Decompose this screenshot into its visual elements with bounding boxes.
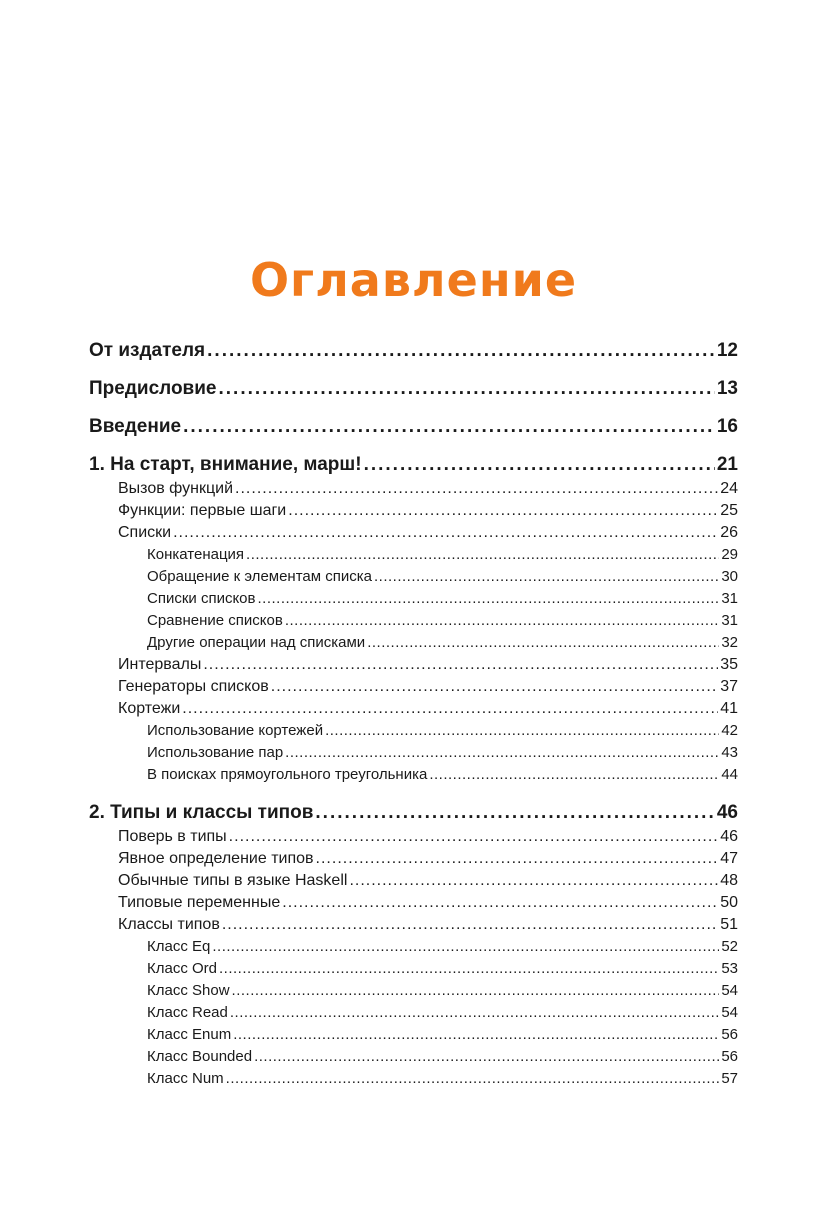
dot-leader bbox=[364, 454, 715, 476]
toc-entry-label: Класс Ord bbox=[147, 960, 218, 977]
toc-section[interactable] bbox=[89, 676, 738, 698]
toc-subsection[interactable] bbox=[89, 980, 738, 1002]
toc-entry-page: 35 bbox=[720, 656, 738, 673]
toc-entry-label: Класс Bounded bbox=[147, 1048, 253, 1065]
toc-subsection[interactable] bbox=[89, 1024, 738, 1046]
toc-entry-label: Класс Enum bbox=[147, 1026, 232, 1043]
toc-entry-page: 54 bbox=[721, 982, 738, 999]
toc-entry-page: 44 bbox=[721, 766, 738, 783]
toc-subsection[interactable] bbox=[89, 1046, 738, 1068]
dot-leader bbox=[316, 848, 719, 870]
dot-leader bbox=[233, 1024, 719, 1046]
toc-entry-page: 12 bbox=[716, 340, 738, 361]
dot-leader bbox=[246, 544, 719, 566]
toc-entry-label: В поисках прямоугольного треугольника bbox=[147, 766, 428, 783]
toc-subsection[interactable] bbox=[89, 566, 738, 588]
toc-entry-page: 42 bbox=[721, 722, 738, 739]
dot-leader bbox=[222, 914, 718, 936]
toc-subsection[interactable] bbox=[89, 742, 738, 764]
toc-entry-page: 26 bbox=[720, 524, 738, 541]
toc-entry-page: 47 bbox=[720, 850, 738, 867]
toc-entry-label: Списки bbox=[118, 524, 172, 541]
toc-entry-label: Кортежи bbox=[118, 700, 181, 717]
toc-entry-label: Предисловие bbox=[89, 378, 217, 399]
toc-section[interactable] bbox=[89, 654, 738, 676]
toc-entry-label: Поверь в типы bbox=[118, 828, 227, 845]
toc-entry-label: Вызов функций bbox=[118, 480, 234, 497]
toc-chapter-1[interactable] bbox=[89, 454, 738, 476]
toc-entry-page: 46 bbox=[720, 828, 738, 845]
toc-entry-page: 31 bbox=[721, 590, 738, 607]
dot-leader bbox=[367, 632, 719, 654]
toc-entry-introduction[interactable] bbox=[89, 416, 738, 438]
toc-section[interactable] bbox=[89, 870, 738, 892]
dot-leader bbox=[226, 1068, 720, 1090]
dot-leader bbox=[285, 610, 719, 632]
toc-entry-label: Обращение к элементам списка bbox=[147, 568, 372, 585]
toc-subsection[interactable] bbox=[89, 544, 738, 566]
toc-entry-label: Сравнение списков bbox=[147, 612, 283, 629]
dot-leader bbox=[229, 826, 719, 848]
toc-entry-page: 50 bbox=[720, 894, 738, 911]
toc-entry-label: Функции: первые шаги bbox=[118, 502, 287, 519]
dot-leader bbox=[374, 566, 719, 588]
toc-entry-label: Интервалы bbox=[118, 656, 202, 673]
toc-section[interactable] bbox=[89, 478, 738, 500]
toc-subsection[interactable] bbox=[89, 720, 738, 742]
dot-leader bbox=[203, 654, 718, 676]
dot-leader bbox=[285, 742, 719, 764]
toc-section[interactable] bbox=[89, 914, 738, 936]
toc-entry-label: Класс Read bbox=[147, 1004, 228, 1021]
toc-entry-label: Классы типов bbox=[118, 916, 220, 933]
toc-entry-preface[interactable] bbox=[89, 378, 738, 400]
toc-entry-page: 31 bbox=[721, 612, 738, 629]
toc-entry-page: 16 bbox=[716, 416, 738, 437]
toc-entry-label: Введение bbox=[89, 416, 182, 437]
dot-leader bbox=[219, 958, 719, 980]
toc-subsection[interactable] bbox=[89, 764, 738, 786]
toc-entry-label: Класс Num bbox=[147, 1070, 224, 1087]
toc-entry-publisher[interactable] bbox=[89, 340, 738, 362]
toc-entry-page: 25 bbox=[720, 502, 738, 519]
dot-leader bbox=[315, 802, 714, 824]
dot-leader bbox=[325, 720, 719, 742]
dot-leader bbox=[254, 1046, 719, 1068]
dot-leader bbox=[282, 892, 718, 914]
toc-entry-label: 1. На старт, внимание, марш! bbox=[89, 454, 362, 475]
page-title: Оглавление bbox=[249, 253, 578, 307]
dot-leader bbox=[230, 1002, 719, 1024]
toc-entry-label: Конкатенация bbox=[147, 546, 245, 563]
toc-subsection[interactable] bbox=[89, 958, 738, 980]
toc-entry-label: Использование кортежей bbox=[147, 722, 324, 739]
toc-entry-label: Явное определение типов bbox=[118, 850, 314, 867]
toc-entry-label: Другие операции над списками bbox=[147, 634, 366, 651]
toc-section[interactable] bbox=[89, 848, 738, 870]
toc-entry-label: Использование пар bbox=[147, 744, 284, 761]
toc-entry-page: 32 bbox=[721, 634, 738, 651]
toc-entry-page: 48 bbox=[720, 872, 738, 889]
dot-leader bbox=[429, 764, 719, 786]
toc-entry-page: 29 bbox=[721, 546, 738, 563]
toc-entry-label: Генераторы списков bbox=[118, 678, 269, 695]
toc-entry-page: 30 bbox=[721, 568, 738, 585]
toc-entry-page: 24 bbox=[720, 480, 738, 497]
toc-subsection[interactable] bbox=[89, 1002, 738, 1024]
toc-entry-page: 43 bbox=[721, 744, 738, 761]
toc-subsection[interactable] bbox=[89, 936, 738, 958]
toc-section[interactable] bbox=[89, 500, 738, 522]
dot-leader bbox=[173, 522, 718, 544]
toc-entry-page: 46 bbox=[716, 802, 738, 823]
toc-section[interactable] bbox=[89, 522, 738, 544]
toc-subsection[interactable] bbox=[89, 1068, 738, 1090]
toc-section[interactable] bbox=[89, 892, 738, 914]
toc-entry-page: 57 bbox=[721, 1070, 738, 1087]
toc-section[interactable] bbox=[89, 698, 738, 720]
toc-entry-page: 21 bbox=[716, 454, 738, 475]
dot-leader bbox=[182, 698, 718, 720]
dot-leader bbox=[288, 500, 718, 522]
toc-entry-page: 41 bbox=[720, 700, 738, 717]
toc-subsection[interactable] bbox=[89, 588, 738, 610]
toc-entry-page: 53 bbox=[721, 960, 738, 977]
toc-subsection[interactable] bbox=[89, 610, 738, 632]
toc-entry-label: Класс Eq bbox=[147, 938, 211, 955]
toc-entry-label: Типовые переменные bbox=[118, 894, 281, 911]
table-of-contents bbox=[89, 340, 738, 1090]
dot-leader bbox=[183, 416, 715, 438]
toc-entry-label: 2. Типы и классы типов bbox=[89, 802, 314, 823]
toc-chapter-2[interactable] bbox=[89, 802, 738, 824]
dot-leader bbox=[232, 980, 720, 1002]
dot-leader bbox=[235, 478, 718, 500]
toc-entry-label: От издателя bbox=[89, 340, 206, 361]
dot-leader bbox=[212, 936, 719, 958]
toc-entry-label: Класс Show bbox=[147, 982, 230, 999]
toc-section[interactable] bbox=[89, 826, 738, 848]
toc-entry-page: 56 bbox=[721, 1048, 738, 1065]
toc-entry-page: 56 bbox=[721, 1026, 738, 1043]
toc-entry-page: 51 bbox=[720, 916, 738, 933]
toc-entry-page: 52 bbox=[721, 938, 738, 955]
dot-leader bbox=[258, 588, 720, 610]
toc-entry-page: 54 bbox=[721, 1004, 738, 1021]
dot-leader bbox=[271, 676, 718, 698]
toc-entry-label: Списки списков bbox=[147, 590, 256, 607]
dot-leader bbox=[207, 340, 715, 362]
toc-entry-page: 13 bbox=[716, 378, 738, 399]
toc-entry-label: Обычные типы в языке Haskell bbox=[118, 872, 348, 889]
toc-entry-page: 37 bbox=[720, 678, 738, 695]
dot-leader bbox=[219, 378, 715, 400]
dot-leader bbox=[349, 870, 718, 892]
toc-subsection[interactable] bbox=[89, 632, 738, 654]
